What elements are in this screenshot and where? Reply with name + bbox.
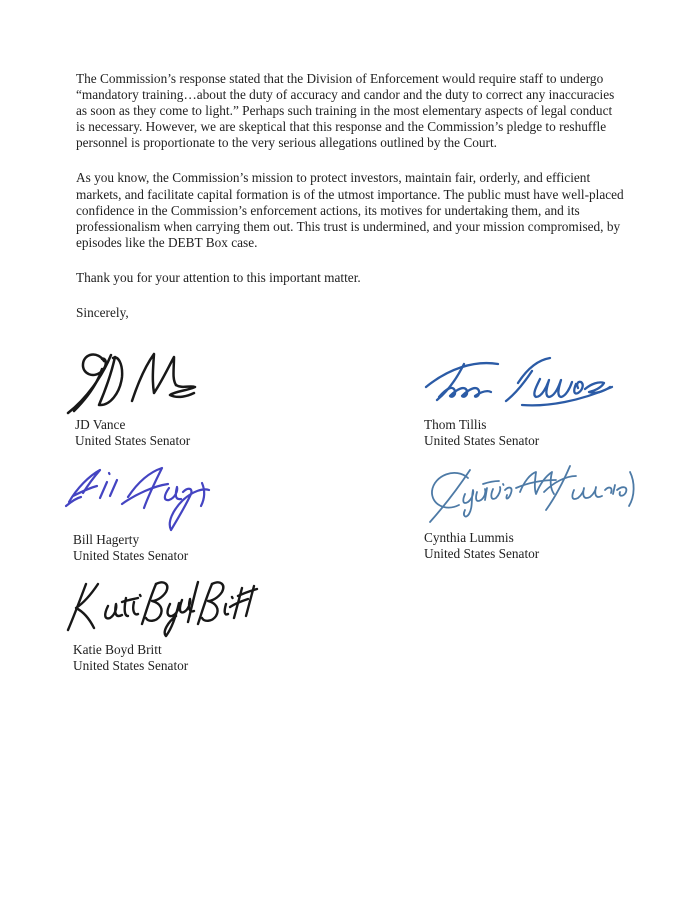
- signature-block-cynthia-lummis: [424, 458, 636, 562]
- sig-title: United States Senator: [73, 548, 189, 564]
- sig-title: United States Senator: [424, 546, 540, 562]
- sig-text-cynthia-lummis: [424, 530, 636, 562]
- sig-text-bill-hagerty: [64, 532, 214, 564]
- cynthia-lummis-ink: [430, 466, 634, 522]
- paragraph-3: Thank you for your attention to this important matter.: [76, 269, 361, 285]
- katie-boyd-britt-signature-icon: [64, 574, 264, 642]
- signature-block-jd-vance: [66, 347, 198, 449]
- paragraph-1: The Commission’s response stated that the Division of Enforcement would require staff to undergo “mandatory training…about the duty of accuracy and candor and the duty to correct any inaccuracies as soon as they come to light.” Perhaps such training in the most elementary aspects of legal conduct is necessary. However, we are skeptical that this response and the Commission’s pledge to reshuffle personnel is proportionate to the very serious allegations outlined by the Court.: [76, 71, 615, 151]
- cynthia-lummis-signature-icon: [424, 458, 636, 530]
- closing: Sincerely,: [76, 305, 129, 321]
- signature-block-thom-tillis: [424, 347, 616, 449]
- thom-tillis-signature-icon: [424, 347, 616, 417]
- sig-text-jd-vance: [66, 417, 198, 449]
- sig-name: Bill Hagerty: [73, 532, 140, 547]
- sig-title: United States Senator: [75, 433, 191, 449]
- paragraph-2: As you know, the Commission’s mission to protect investors, maintain fair, orderly, and efficient markets, and facilitate capital formation is of the utmost importance. The public must have well-placed confidence in the Commission’s enforcement actions, its motives for undertaking them, and its professionalism when carrying them out. This trust is undermined, and your mission compromised, by episodes like the DEBT Box case.: [76, 170, 624, 250]
- katie-boyd-britt-ink: [68, 582, 257, 636]
- sig-name: JD Vance: [75, 417, 126, 432]
- sig-name: Cynthia Lummis: [424, 530, 514, 545]
- jd-vance-ink: [68, 354, 195, 413]
- signature-block-bill-hagerty: [64, 460, 214, 564]
- sig-name: Thom Tillis: [424, 417, 487, 432]
- sig-title: United States Senator: [73, 658, 189, 674]
- sig-title: United States Senator: [424, 433, 540, 449]
- bill-hagerty-ink: [66, 468, 209, 530]
- jd-vance-signature-icon: [66, 347, 198, 417]
- signature-block-katie-boyd-britt: [64, 574, 264, 674]
- letter-body: [76, 71, 624, 340]
- thom-tillis-ink: [426, 358, 612, 405]
- sig-name: Katie Boyd Britt: [73, 642, 162, 657]
- sig-text-thom-tillis: [424, 417, 616, 449]
- bill-hagerty-signature-icon: [64, 460, 214, 532]
- sig-text-katie-boyd-britt: [64, 642, 264, 674]
